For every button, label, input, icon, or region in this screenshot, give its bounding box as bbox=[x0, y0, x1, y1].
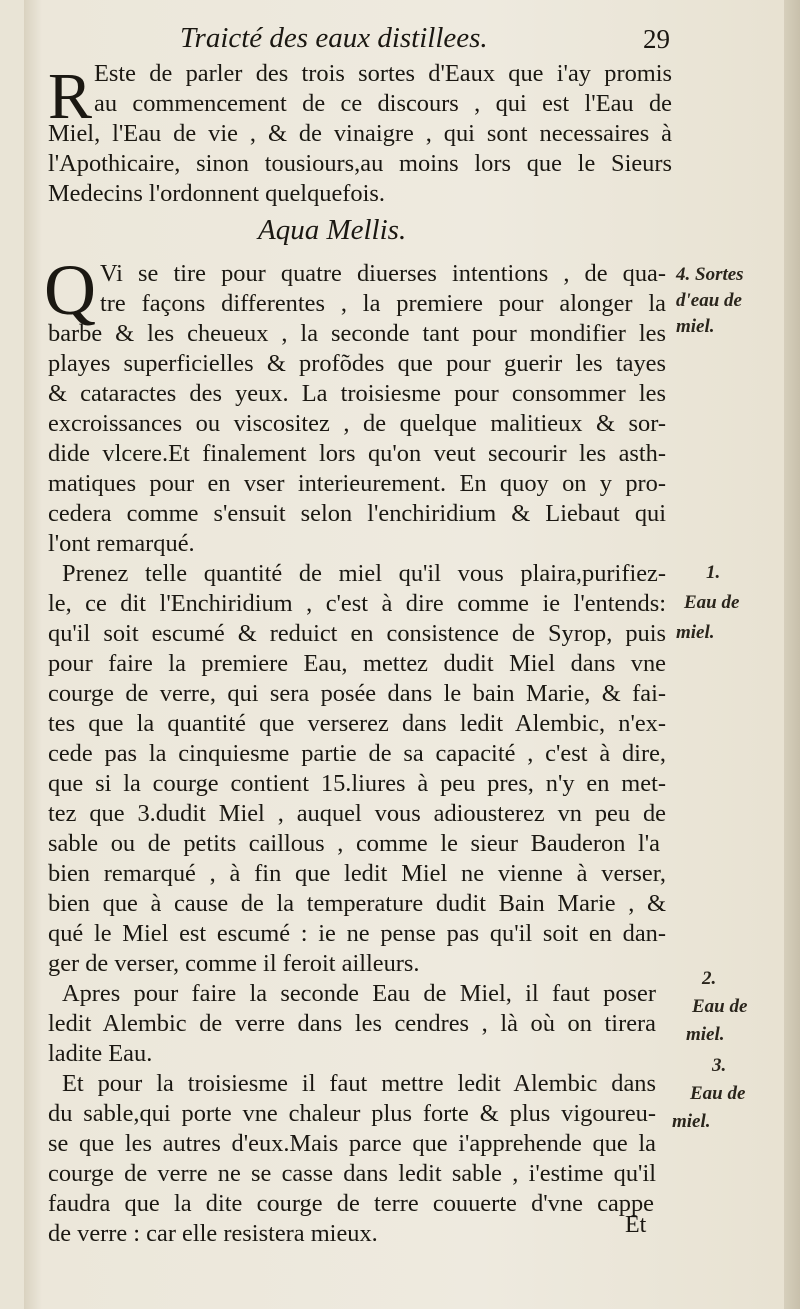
para1-line: playes superficielles & profõdes que pour guerir les tayes bbox=[48, 350, 666, 377]
para4-line: courge de verre ne se casse dans ledit sable , i'estime qu'il bbox=[48, 1160, 656, 1187]
margin-note-line: Eau de bbox=[690, 1083, 746, 1104]
para2-line: Prenez telle quantité de miel qu'il vous plaira,purifiez- bbox=[62, 560, 666, 587]
para4-line: faudra que la dite courge de terre couuerte d'vne cappe bbox=[48, 1190, 654, 1217]
margin-note-line: 3. bbox=[712, 1055, 727, 1076]
intro-line: l'Apothicaire, sinon tousiours,au moins lors que le Sieurs bbox=[48, 150, 672, 177]
para4-line: Et pour la troisiesme il faut mettre ledit Alembic dans bbox=[62, 1070, 656, 1097]
para1-line: excroissances ou viscositez , de quelque malitieux & sor- bbox=[48, 410, 666, 437]
para2-line: pour faire la premiere Eau, mettez dudit Miel dans vne bbox=[48, 650, 666, 677]
para2-line: que si la courge contient 15.liures à peu pres, n'y en met- bbox=[48, 770, 666, 797]
intro-line: Este de parler des trois sortes d'Eaux que i'ay promis bbox=[94, 60, 672, 87]
margin-note-line: d'eau de bbox=[676, 290, 742, 311]
para1-line: matiques pour en vser interieurement. En quoy on y pro- bbox=[48, 470, 666, 497]
para2-line: courge de verre, qui sera posée dans le bain Marie, & fai- bbox=[48, 680, 666, 707]
para1-line: Vi se tire pour quatre diuerses intentions , de qua- bbox=[100, 260, 666, 287]
para2-line: qué le Miel est escumé : ie ne pense pas qu'il soit en dan- bbox=[48, 920, 666, 947]
para4-line: de verre : car elle resistera mieux. bbox=[48, 1220, 378, 1247]
para2-line: sable ou de petits caillous , comme le sieur Bauderon l'a bbox=[48, 830, 660, 857]
para2-line: qu'il soit escumé & reduict en consistence de Syrop, puis bbox=[48, 620, 666, 647]
para4-line: se que les autres d'eux.Mais parce que i'apprehende que la bbox=[48, 1130, 656, 1157]
intro-line: au commencement de ce discours , qui est l'Eau de bbox=[94, 90, 672, 117]
catchword: Et bbox=[625, 1212, 647, 1238]
margin-note-line: miel. bbox=[686, 1024, 725, 1045]
para3-line: ladite Eau. bbox=[48, 1040, 153, 1067]
para2-line: tes que la quantité que verserez dans ledit Alembic, n'ex- bbox=[48, 710, 666, 737]
para1-line: barbe & les cheueux , la seconde tant pour mondifier les bbox=[48, 320, 666, 347]
margin-note-line: 1. bbox=[706, 562, 721, 583]
para2-line: bien que à cause de la temperature dudit Bain Marie , & bbox=[48, 890, 666, 917]
page-number: 29 bbox=[643, 24, 670, 54]
running-header bbox=[180, 22, 670, 60]
para1-line: tre façons differentes , la premiere pour alonger la bbox=[100, 290, 666, 317]
para3-line: Apres pour faire la seconde Eau de Miel, il faut poser bbox=[62, 980, 656, 1007]
intro-line: Medecins l'ordonnent quelquefois. bbox=[48, 180, 385, 207]
para3-line: ledit Alembic de verre dans les cendres , là où on tirera bbox=[48, 1010, 656, 1037]
para2-line: le, ce dit l'Enchiridium , c'est à dire comme ie l'entends: bbox=[48, 590, 666, 617]
section-heading: Aqua Mellis. bbox=[258, 214, 407, 246]
intro-dropcap: R bbox=[48, 60, 93, 133]
margin-note bbox=[686, 965, 786, 1049]
margin-note-line: miel. bbox=[676, 316, 715, 337]
para2-line: bien remarqué , à fin que ledit Miel ne vienne à verser, bbox=[48, 860, 666, 887]
para2-line: tez que 3.dudit Miel , auquel vous adiousterez vn peu de bbox=[48, 800, 666, 827]
para1-line: cedera comme s'ensuit selon l'enchiridium & Liebaut qui bbox=[48, 500, 666, 527]
margin-note-line: miel. bbox=[676, 622, 715, 643]
para2-line: ger de verser, comme il feroit ailleurs. bbox=[48, 950, 420, 977]
margin-note-line: Eau de bbox=[684, 592, 740, 613]
para4-line: du sable,qui porte vne chaleur plus forte & plus vigoureu- bbox=[48, 1100, 656, 1127]
intro-line: Miel, l'Eau de vie , & de vinaigre , qui sont necessaires à bbox=[48, 120, 672, 147]
margin-note bbox=[672, 1052, 790, 1136]
para1-line: dide vlcere.Et finalement lors qu'on veut secourir les asth- bbox=[48, 440, 666, 467]
para1-dropcap: Q bbox=[44, 250, 96, 330]
para1-line: l'ont remarqué. bbox=[48, 530, 195, 557]
margin-note bbox=[676, 558, 784, 648]
margin-note-line: miel. bbox=[672, 1111, 711, 1132]
margin-note bbox=[676, 262, 776, 340]
margin-note-line: 4. Sortes bbox=[676, 264, 744, 285]
running-title: Traicté des eaux distillees. bbox=[180, 22, 488, 54]
margin-note-line: Eau de bbox=[692, 996, 748, 1017]
para1-line: & cataractes des yeux. La troisiesme pour consommer les bbox=[48, 380, 666, 407]
margin-note-line: 2. bbox=[702, 968, 717, 989]
para2-line: cede pas la cinquiesme partie de sa capacité , c'est à dire, bbox=[48, 740, 666, 767]
